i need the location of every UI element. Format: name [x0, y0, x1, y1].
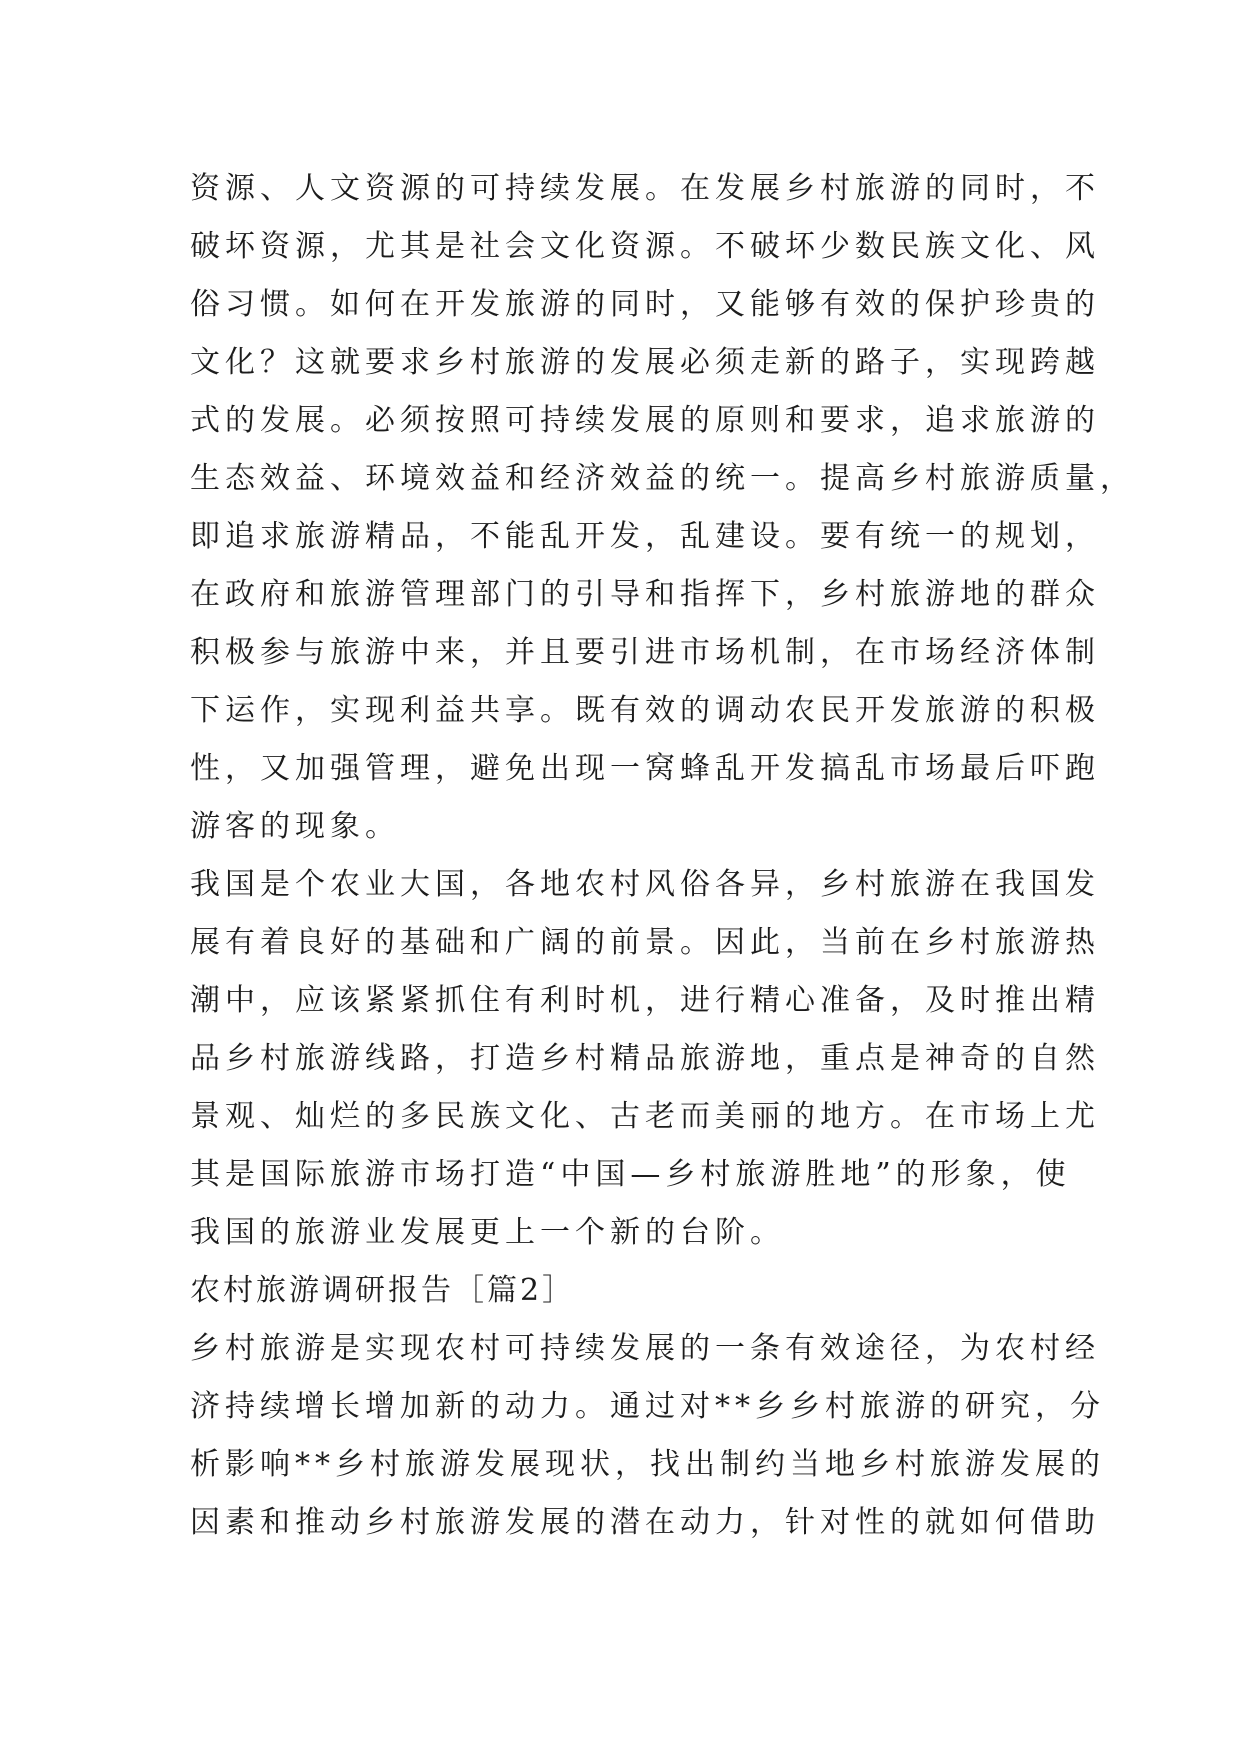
text-line: 生态效益、环境效益和经济效益的统一。提高乡村旅游质量，	[190, 461, 1135, 496]
text-line: 析影响**乡村旅游发展现状，找出制约当地乡村旅游发展的	[190, 1447, 1105, 1482]
text-line: 我国的旅游业发展更上一个新的台阶。	[190, 1215, 785, 1250]
text-line: 景观、灿烂的多民族文化、古老而美丽的地方。在市场上尤	[190, 1099, 1100, 1134]
text-line: 因素和推动乡村旅游发展的潜在动力，针对性的就如何借助	[190, 1505, 1100, 1540]
text-line: 性，又加强管理，避免出现一窝蜂乱开发搞乱市场最后吓跑	[190, 751, 1100, 786]
text-line: 乡村旅游是实现农村可持续发展的一条有效途径，为农村经	[190, 1331, 1100, 1366]
text-line: 俗习惯。如何在开发旅游的同时，又能够有效的保护珍贵的	[190, 287, 1100, 322]
document-body	[190, 160, 1135, 1552]
text-line: 资源、人文资源的可持续发展。在发展乡村旅游的同时，不	[190, 171, 1100, 206]
text-line: 即追求旅游精品，不能乱开发，乱建设。要有统一的规划，	[190, 519, 1100, 554]
section-heading: 农村旅游调研报告［篇2］	[190, 1273, 576, 1308]
text-line: 品乡村旅游线路，打造乡村精品旅游地，重点是神奇的自然	[190, 1041, 1100, 1076]
text-line: 其是国际旅游市场打造“中国—乡村旅游胜地”的形象，使	[190, 1157, 1071, 1192]
text-line: 下运作，实现利益共享。既有效的调动农民开发旅游的积极	[190, 693, 1100, 728]
text-line: 在政府和旅游管理部门的引导和指挥下，乡村旅游地的群众	[190, 577, 1100, 612]
text-line: 积极参与旅游中来，并且要引进市场机制，在市场经济体制	[190, 635, 1100, 670]
text-line: 潮中，应该紧紧抓住有利时机，进行精心准备，及时推出精	[190, 983, 1100, 1018]
text-line: 我国是个农业大国，各地农村风俗各异，乡村旅游在我国发	[190, 867, 1100, 902]
text-line: 式的发展。必须按照可持续发展的原则和要求，追求旅游的	[190, 403, 1100, 438]
text-line: 展有着良好的基础和广阔的前景。因此，当前在乡村旅游热	[190, 925, 1100, 960]
text-line: 游客的现象。	[190, 809, 400, 844]
text-line: 济持续增长增加新的动力。通过对**乡乡村旅游的研究，分	[190, 1389, 1105, 1424]
text-line: 破坏资源，尤其是社会文化资源。不破坏少数民族文化、风	[190, 229, 1100, 264]
text-line: 文化？这就要求乡村旅游的发展必须走新的路子，实现跨越	[190, 345, 1100, 380]
